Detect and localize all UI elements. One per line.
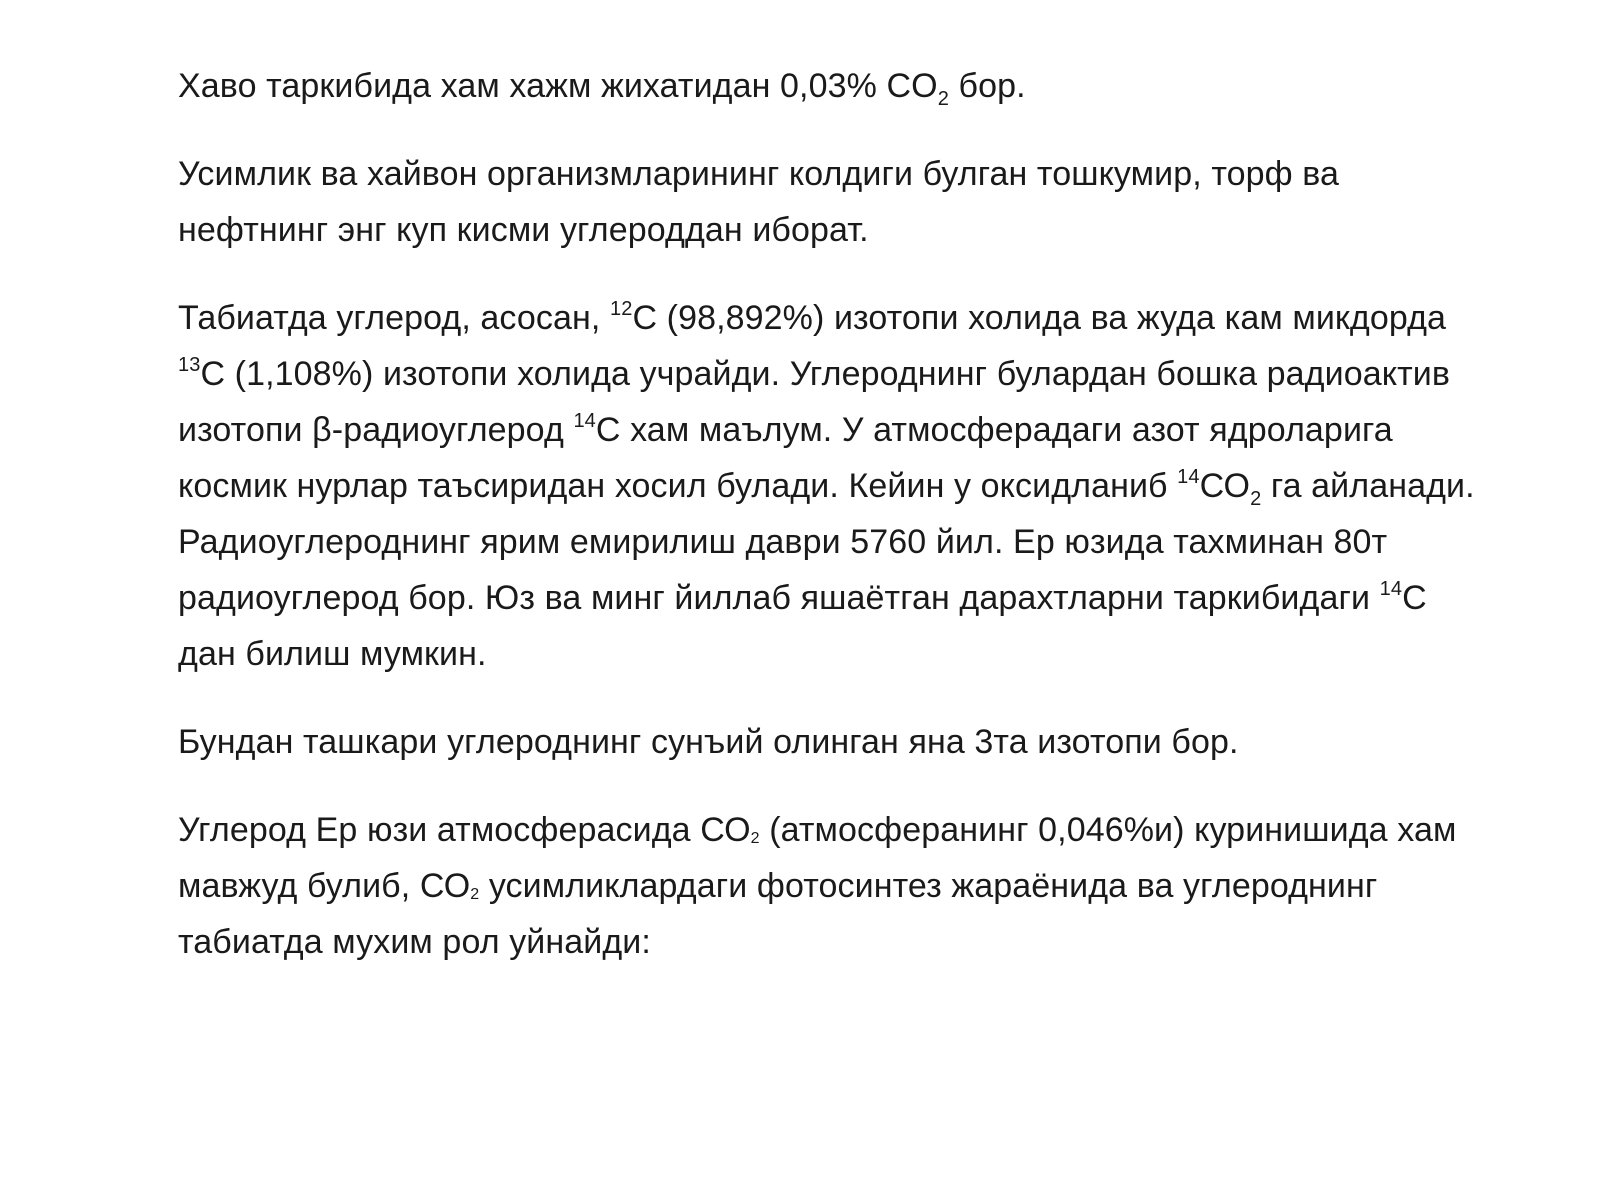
paragraph-text: С (1,108%) изотопи холида учрайди. Углероднинг булардан бошка радиоактив изотопи β-радиоуглерод: [178, 355, 1451, 449]
paragraph-text: С дан билиш мумкин.: [178, 579, 1427, 673]
paragraph-text: Бундан ташкари углероднинг сунъий олинган яна 3та изотопи бор.: [178, 723, 1239, 761]
paragraph-text: Хаво таркибида хам хажм жихатидан 0,03% CO: [178, 67, 938, 105]
superscript: 14: [1177, 466, 1200, 488]
superscript: 13: [178, 354, 201, 376]
paragraph-co2-air: [178, 58, 1478, 114]
paragraph-text: (атмосферанинг 0,046%и) куринишида хам мавжуд булиб, СО: [178, 811, 1457, 905]
paragraph-organic-carbon: [178, 146, 1478, 258]
paragraph-text: Усимлик ва хайвон организмларининг колдиги булган тошкумир, торф ва нефтнинг энг куп кисми углероддан иборат.: [178, 155, 1340, 249]
subscript: 2: [1250, 488, 1262, 510]
paragraph-text: Углерод Ер юзи атмосферасида СО: [178, 811, 751, 849]
paragraph-atmosphere-co2: [178, 802, 1478, 970]
paragraph-isotopes: [178, 290, 1478, 682]
superscript: 12: [610, 298, 633, 320]
paragraph-artificial-isotopes: [178, 714, 1478, 770]
subscript: 2: [750, 830, 760, 847]
paragraph-text: СО: [1199, 467, 1251, 505]
paragraph-text: Табиатда углерод, асосан,: [178, 299, 610, 337]
paragraph-text: усимликлардаги фотосинтез жараёнида ва углероднинг табиатда мухим рол уйнайди:: [178, 867, 1378, 961]
subscript: 2: [937, 88, 949, 110]
subscript: 2: [470, 886, 480, 903]
paragraph-text: С хам маълум. У атмосферадаги азот ядроларига космик нурлар таъсиридан хосил булади. Кейин у оксидланиб: [178, 411, 1393, 505]
paragraph-text: С (98,892%) изотопи холида ва жуда кам микдорда: [632, 299, 1447, 337]
paragraph-text: бор.: [948, 67, 1026, 105]
slide-body: [178, 58, 1478, 970]
superscript: 14: [573, 410, 596, 432]
superscript: 14: [1379, 578, 1403, 600]
paragraph-text: га айланади. Радиоуглероднинг ярим емирилиш даври 5760 йил. Ер юзида тахминан 80т радиоуглерод бор. Юз ва минг йиллаб яшаётган дарахтларни таркибидаги: [178, 467, 1475, 617]
